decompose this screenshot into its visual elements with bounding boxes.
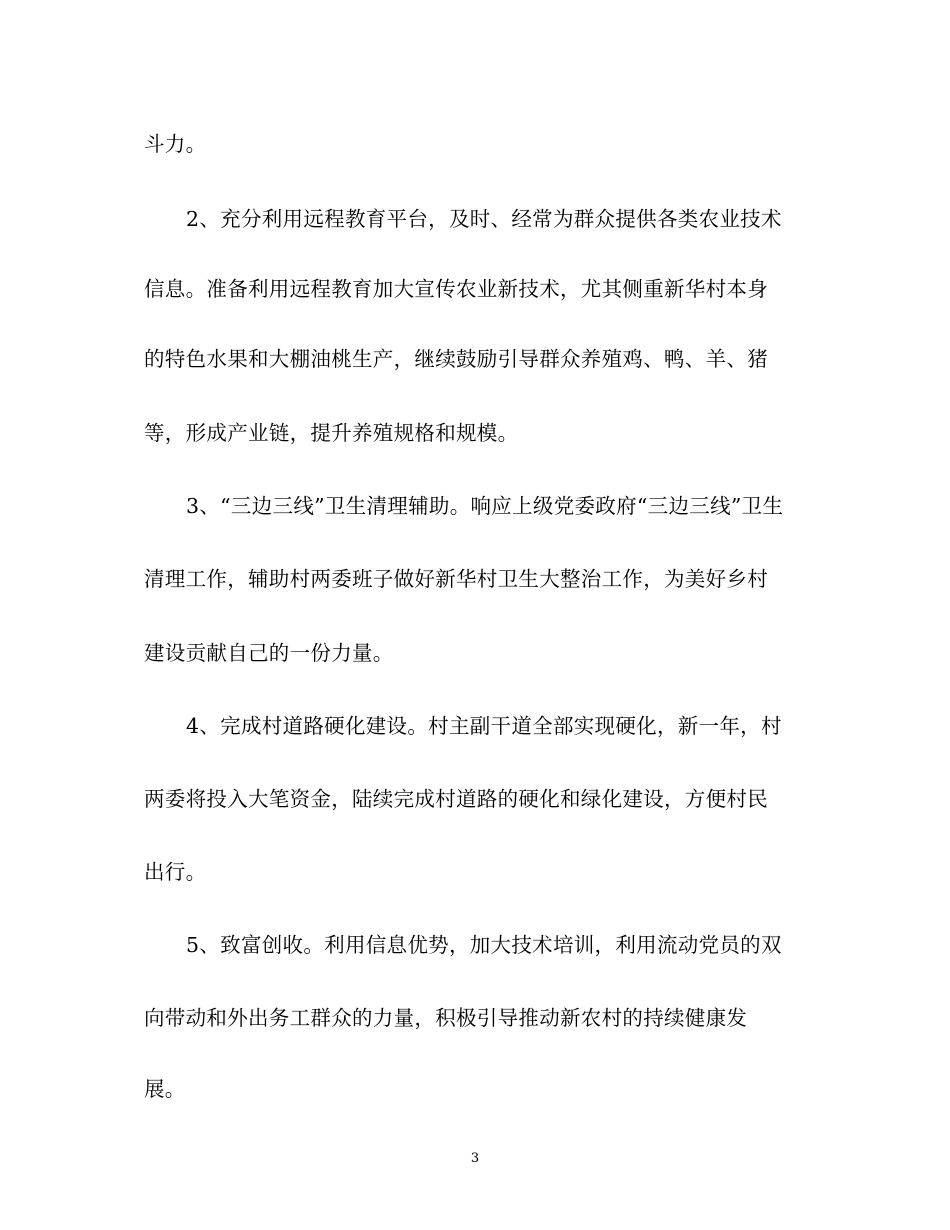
- paragraph-5-line-1: 5、致富创收。利用信息优势，加大技术培训，利用流动党员的双: [186, 933, 782, 957]
- page-number: 3: [470, 1151, 480, 1166]
- text-line: 向带动和外出务工群众的力量，积极引导推动新农村的持续健康发: [144, 1006, 748, 1030]
- paragraph-2-line-1: 2、充分利用远程教育平台，及时、经常为群众提供各类农业技术: [186, 207, 782, 231]
- text-line: 两委将投入大笔资金，陆续完成村道路的硬化和绿化建设，方便村民: [144, 787, 768, 811]
- text-line: 清理工作，辅助村两委班子做好新华村卫生大整治工作，为美好乡村: [144, 567, 768, 591]
- text-line: 信息。准备利用远程教育加大宣传农业新技术，尤其侧重新华村本身: [144, 277, 768, 301]
- text-line: 出行。: [144, 860, 207, 884]
- text-line: 建设贡献自己的一份力量。: [144, 641, 394, 665]
- text-line: 斗力。: [144, 132, 207, 156]
- paragraph-3-line-1: 3、“三边三线”卫生清理辅助。响应上级党委政府“三边三线”卫生: [186, 494, 784, 518]
- text-line: 等，形成产业链，提升养殖规格和规模。: [144, 421, 519, 445]
- paragraph-4-line-1: 4、完成村道路硬化建设。村主副干道全部实现硬化，新一年，村: [186, 714, 782, 738]
- text-line: 展。: [144, 1077, 186, 1101]
- text-line: 的特色水果和大棚油桃生产，继续鼓励引导群众养殖鸡、鸭、羊、猪: [144, 347, 768, 371]
